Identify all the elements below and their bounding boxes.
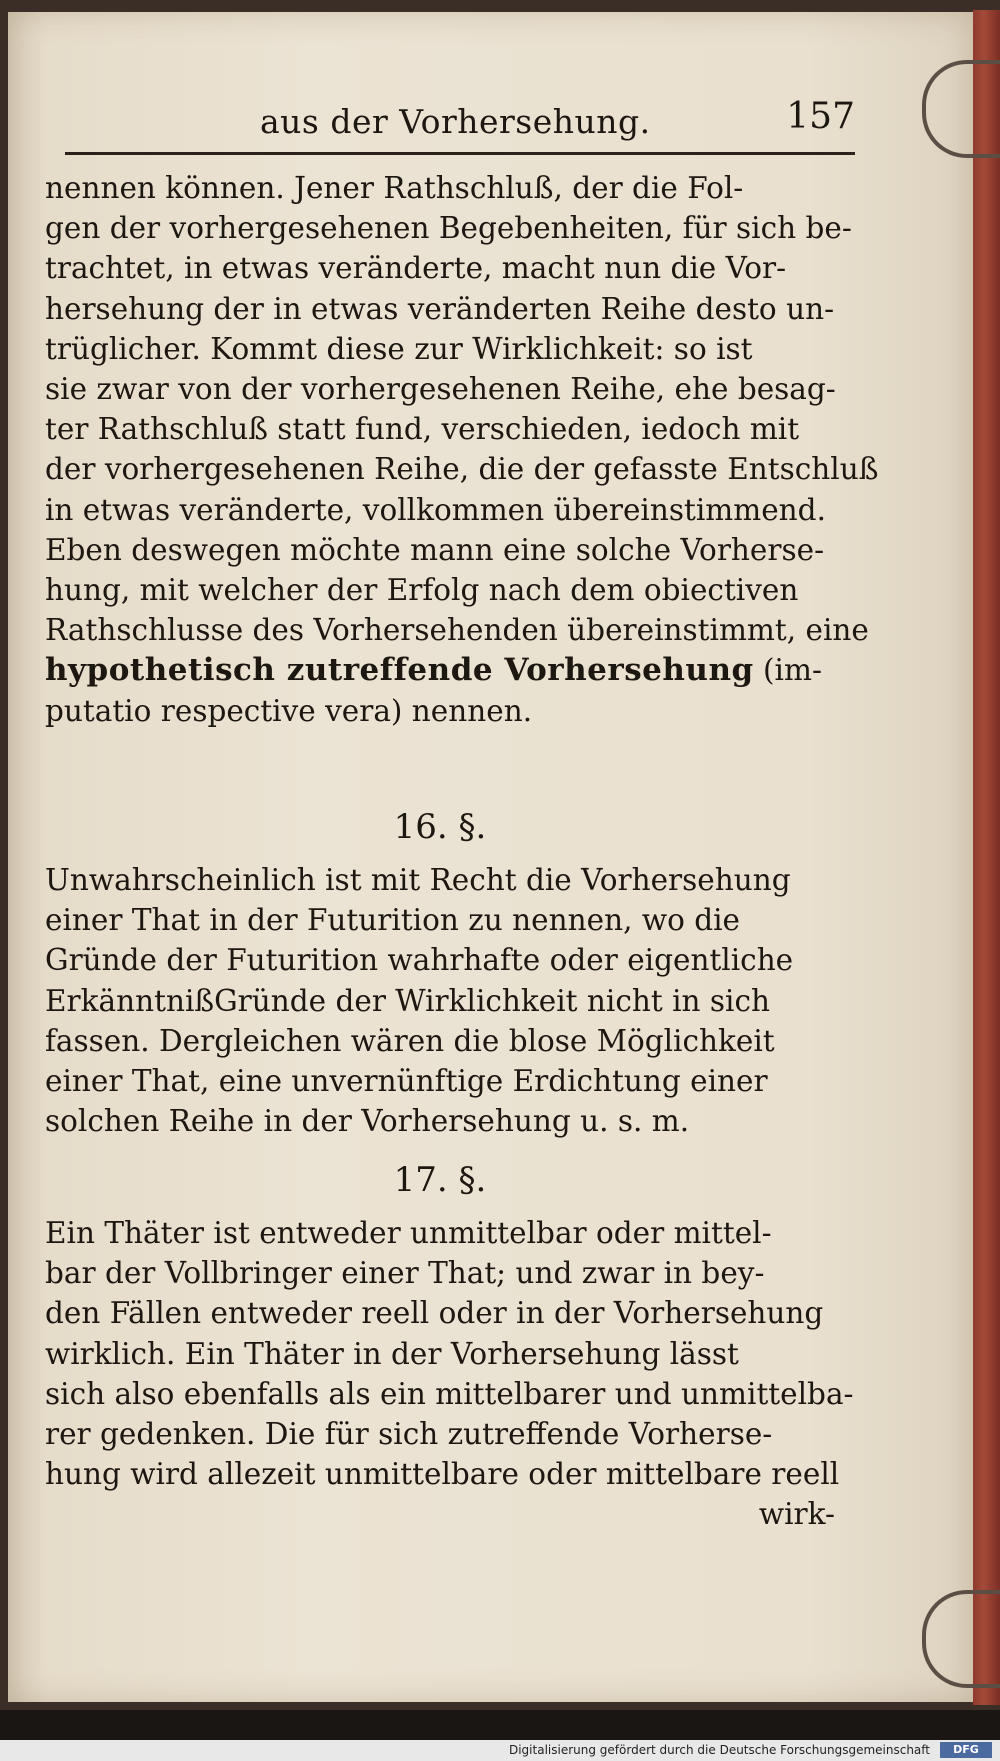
digitization-footer: [0, 1740, 1000, 1761]
catchword: wirk-: [758, 1497, 835, 1532]
text-line: Unwahrscheinlich ist mit Recht die Vorhersehung: [45, 863, 791, 897]
text-line: Rathschlusse des Vorhersehenden übereinstimmt, eine: [45, 613, 869, 648]
section-number: 16. §.: [393, 807, 487, 847]
clasp-bottom: [922, 1590, 1000, 1688]
text-line: sich also ebenfalls als ein mittelbarer und unmittelba-: [45, 1376, 854, 1411]
section-body: [45, 860, 835, 1141]
dfg-logo-icon[interactable]: DFG: [940, 1742, 992, 1758]
text-line: rer gedenken. Die für sich zutreffende Vorherse-: [45, 1417, 773, 1452]
paragraph-continuation: [45, 168, 879, 731]
text-line: ErkänntnißGründe der Wirklichkeit nicht in sich: [45, 983, 770, 1018]
text-line: bar der Vollbringer einer That; und zwar in bey-: [45, 1256, 765, 1291]
text-fragment: (im-: [753, 653, 822, 688]
page-number: 157: [786, 96, 855, 137]
section-16: [45, 804, 835, 1141]
text-line: Eben deswegen möchte mann eine solche Vorherse-: [45, 532, 825, 567]
text-line: wirklich. Ein Thäter in der Vorhersehung lässt: [45, 1336, 739, 1371]
text-line: nennen können. Jener Rathschluß, der die Fol-: [45, 171, 744, 205]
text-line: putatio respective vera) nennen.: [45, 693, 533, 728]
text-line: einer That in der Futurition zu nennen, wo die: [45, 903, 740, 938]
running-title: aus der Vorhersehung.: [260, 102, 651, 141]
clasp-top: [922, 60, 1000, 158]
text-line: fassen. Dergleichen wären die blose Möglichkeit: [45, 1023, 775, 1058]
header-rule: [65, 152, 855, 155]
text-line: Gründe der Futurition wahrhafte oder eigentliche: [45, 943, 794, 978]
text-line: Ein Thäter ist entweder unmittelbar oder mittel-: [45, 1216, 772, 1250]
text-line: hung, mit welcher der Erfolg nach dem obiectiven: [45, 573, 799, 608]
page-content: [45, 92, 879, 1532]
text-line: hung wird allezeit unmittelbare oder mittelbare reell: [45, 1457, 840, 1492]
paragraph-body: [45, 168, 879, 731]
text-line: hersehung der in etwas veränderten Reihe desto un-: [45, 291, 835, 326]
text-line: trachtet, in etwas veränderte, macht nun die Vor-: [45, 251, 787, 286]
text-line: solchen Reihe in der Vorhersehung u. s. m.: [45, 1104, 690, 1139]
section-body: [45, 1213, 854, 1535]
section-17: [45, 1157, 854, 1535]
running-head: [45, 92, 855, 154]
text-line: in etwas veränderte, vollkommen übereinstimmend.: [45, 492, 826, 527]
text-line: der vorhergesehenen Reihe, die der gefasste Entschluß: [45, 452, 879, 487]
text-line: einer That, eine unvernünftige Erdichtung einer: [45, 1064, 768, 1099]
text-line: den Fällen entweder reell oder in der Vorhersehung: [45, 1296, 824, 1331]
section-number: 17. §.: [393, 1160, 487, 1200]
text-line: sie zwar von der vorhergesehenen Reihe, ehe besag-: [45, 372, 836, 407]
text-line-emphasis: [45, 650, 835, 690]
emphasized-term: hypothetisch zutreffende Vorhersehung: [45, 652, 754, 689]
text-line: trüglicher. Kommt diese zur Wirklichkeit: so ist: [45, 331, 753, 366]
footer-credit: Digitalisierung gefördert durch die Deutsche Forschungsgemeinschaft: [508, 1743, 930, 1757]
text-line: ter Rathschluß statt fund, verschieden, iedoch mit: [45, 412, 800, 447]
text-line: gen der vorhergesehenen Begebenheiten, für sich be-: [45, 211, 852, 246]
page-edge: [973, 10, 1000, 1705]
